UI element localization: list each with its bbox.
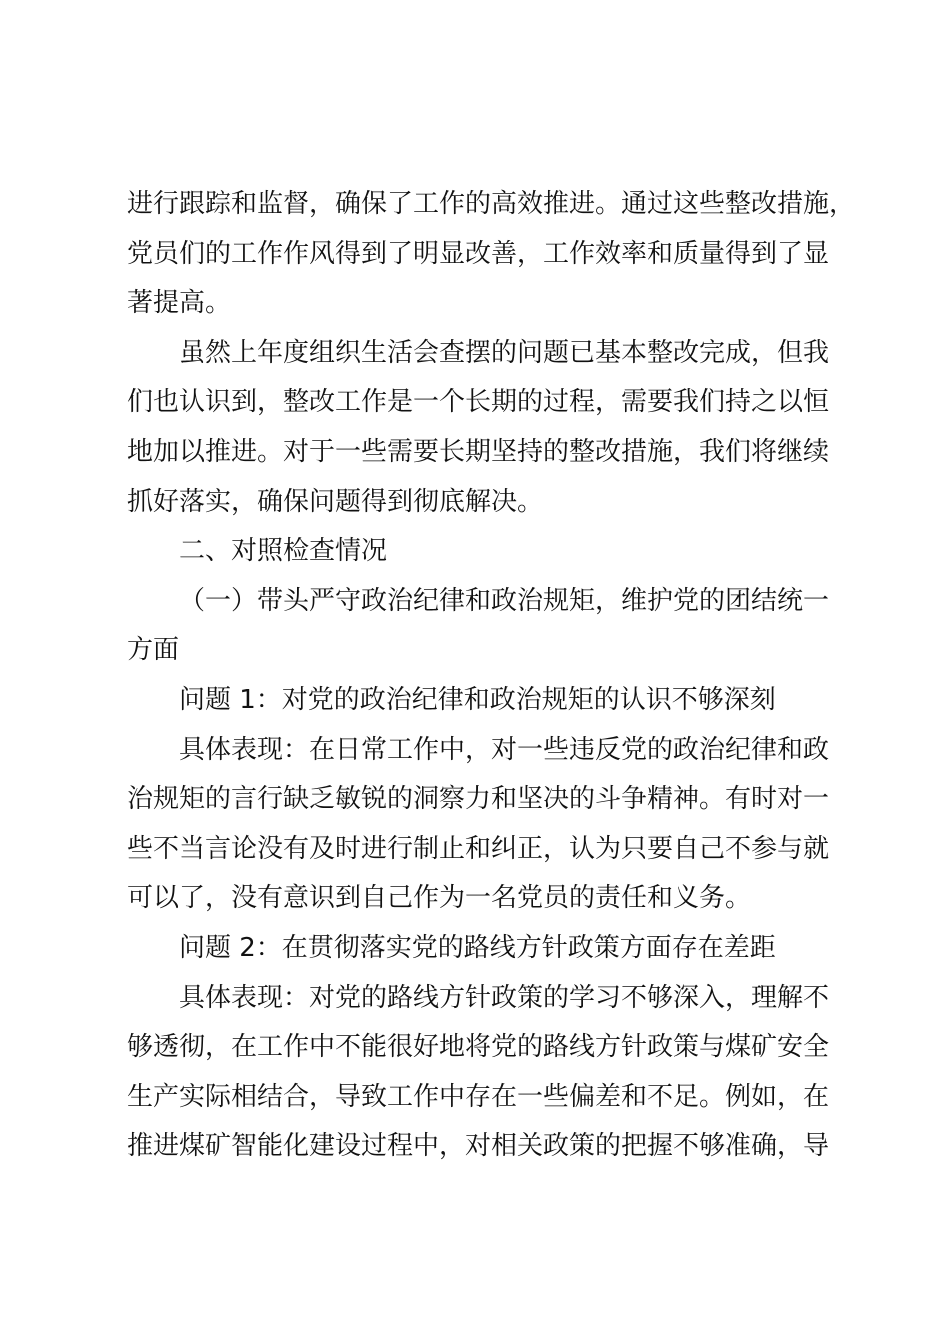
- paragraph-line: 们也认识到，整改工作是一个长期的过程，需要我们持之以恒: [127, 387, 830, 418]
- issue-heading: 问题 1：对党的政治纪律和政治规矩的认识不够深刻: [179, 684, 776, 715]
- paragraph-line: 治规矩的言行缺乏敏锐的洞察力和坚决的斗争精神。有时对一: [127, 784, 830, 815]
- subsection-heading: （一）带头严守政治纪律和政治规矩，维护党的团结统一: [179, 585, 830, 616]
- paragraph-line: 进行跟踪和监督，确保了工作的高效推进。通过这些整改措施，: [127, 189, 856, 219]
- issue-heading: 问题 2：在贯彻落实党的路线方针政策方面存在差距: [179, 932, 776, 963]
- paragraph-line: 虽然上年度组织生活会查摆的问题已基本整改完成，但我: [179, 337, 830, 368]
- paragraph-line: 具体表现：在日常工作中，对一些违反党的政治纪律和政: [179, 734, 830, 765]
- paragraph-line: 够透彻，在工作中不能很好地将党的路线方针政策与煤矿安全: [127, 1032, 830, 1063]
- subsection-heading: 方面: [127, 635, 180, 666]
- paragraph-line: 可以了，没有意识到自己作为一名党员的责任和义务。: [127, 883, 752, 914]
- paragraph-line: 党员们的工作作风得到了明显改善，工作效率和质量得到了显: [127, 238, 830, 269]
- section-heading: 二、对照检查情况: [179, 536, 388, 567]
- paragraph-line: 推进煤矿智能化建设过程中，对相关政策的把握不够准确，导: [127, 1131, 830, 1162]
- paragraph-line: 抓好落实，确保问题得到彻底解决。: [127, 486, 544, 517]
- paragraph-line: 些不当言论没有及时进行制止和纠正，认为只要自己不参与就: [127, 833, 830, 864]
- document-body: [127, 180, 856, 1172]
- paragraph-line: 著提高。: [127, 288, 232, 319]
- paragraph-line: 地加以推进。对于一些需要长期坚持的整改措施，我们将继续: [127, 436, 830, 467]
- paragraph-line: 生产实际相结合，导致工作中存在一些偏差和不足。例如，在: [127, 1081, 830, 1112]
- paragraph-line: 具体表现：对党的路线方针政策的学习不够深入，理解不: [179, 982, 830, 1013]
